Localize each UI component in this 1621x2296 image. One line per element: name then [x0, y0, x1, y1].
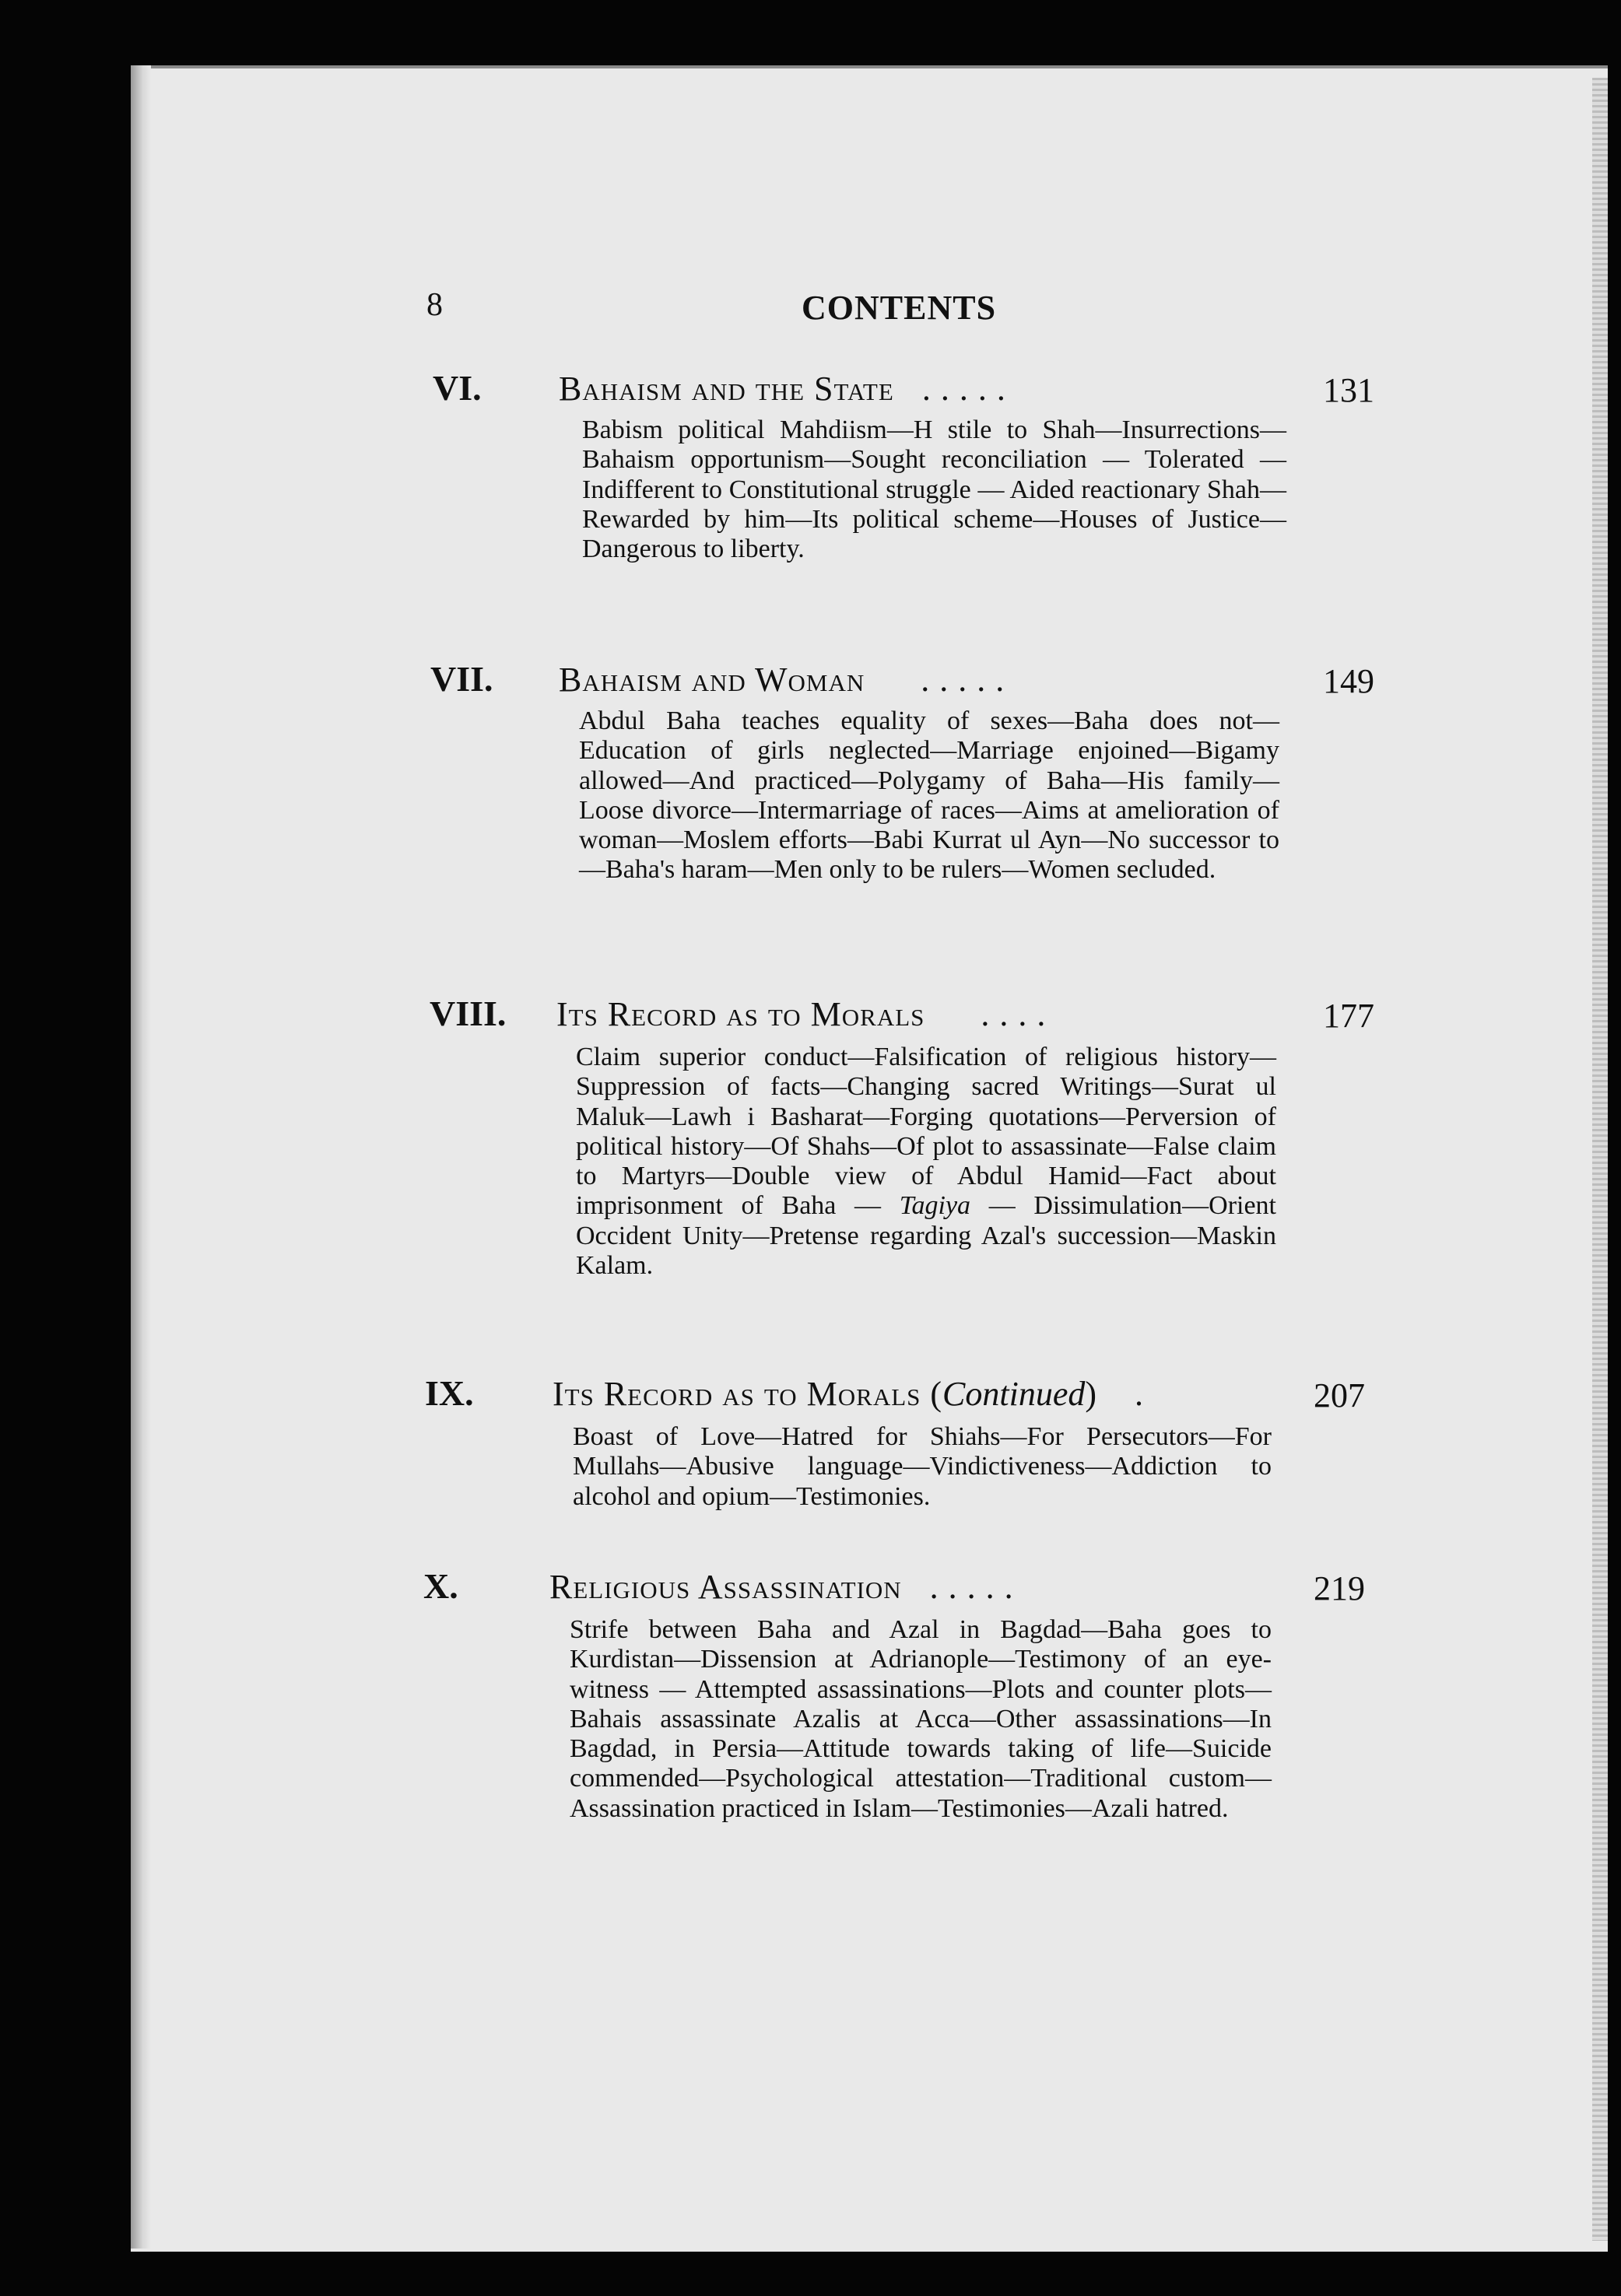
- chapter-numeral: IX.: [425, 1373, 474, 1413]
- dot-leaders: . . . . .: [929, 1568, 1014, 1606]
- italic-term: Tagiya: [899, 1191, 971, 1221]
- dot-leaders: . . . . .: [921, 661, 1005, 699]
- chapter-title: Its Record as to Morals (Continued) .: [553, 1375, 1145, 1413]
- page-fore-edge: [1592, 78, 1608, 2241]
- dot-leaders: . . . .: [981, 995, 1047, 1033]
- chapter-summary: Strife between Baha and Azal in Bagdad—Baha goes to Kurdistan—Dissension at Adrianople—Testimony of an eye-witness — Attempted assassinations—Plots and counter plots—Bahais assassinate Azalis at Acca—Other assassinations—In Bagdad, in Persia—Attitude towards taking of life—Suicide commended—Psychological attestation—Traditional custom—Assassination practiced in Islam—Testimonies—Azali hatred.: [570, 1615, 1272, 1823]
- chapter-summary: Abdul Baha teaches equality of sexes—Baha does not—Education of girls neglected—Marriage enjoined—Bigamy allowed—And practiced—Polygamy of Baha—His family—Loose divorce—Intermarriage of races—Aims at amelioration of woman—Moslem efforts—Babi Kurrat ul Ayn—No successor to—Baha's haram—Men only to be rulers—Women secluded.: [579, 706, 1279, 885]
- chapter-title: Its Record as to Morals . . . .: [556, 995, 1047, 1033]
- chapter-title: Bahaism and the State . . . . .: [559, 370, 1006, 408]
- page-gutter-shadow: [131, 65, 151, 2249]
- chapter-numeral: VI.: [433, 368, 482, 408]
- chapter-summary: Boast of Love—Hatred for Shiahs—For Persecutors—For Mullahs—Abusive language—Vindictiveness—Addiction to alcohol and opium—Testimonies.: [573, 1422, 1272, 1511]
- dot-leaders: . . . . .: [921, 370, 1006, 408]
- dot-leaders: .: [1135, 1375, 1145, 1413]
- chapter-page-number: 207: [1314, 1376, 1365, 1414]
- chapter-title: Religious Assassination . . . . .: [549, 1568, 1014, 1606]
- chapter-numeral: VII.: [430, 659, 493, 699]
- chapter-numeral: X.: [423, 1566, 458, 1606]
- chapter-page-number: 219: [1314, 1569, 1365, 1607]
- chapter-page-number: 131: [1323, 371, 1374, 409]
- chapter-summary: Claim superior conduct—Falsification of religious history—Suppression of facts—Changing sacred Writings—Surat ul Maluk—Lawh i Basharat—Forging quotations—Perversion of political history—Of Shahs—Of plot to assassinate—False claim to Martyrs—Double view of Abdul Hamid—Fact about imprisonment of Baha — Tagiya — Dissimulation—Orient Occident Unity—Pretense regarding Azal's succession—Maskin Kalam.: [576, 1043, 1276, 1281]
- chapter-page-number: 149: [1323, 662, 1374, 700]
- chapter-title: Bahaism and Woman . . . . .: [559, 661, 1005, 699]
- chapter-summary: Babism political Mahdiism—H stile to Shah—Insurrections—Bahaism opportunism—Sought reconciliation — Tolerated — Indifferent to Constitutional struggle — Aided reactionary Shah—Rewarded by him—Its political scheme—Houses of Justice—Dangerous to liberty.: [582, 415, 1286, 564]
- chapter-page-number: 177: [1323, 997, 1374, 1035]
- chapter-numeral: VIII.: [430, 994, 507, 1033]
- page-number: 8: [426, 287, 443, 323]
- running-title: CONTENTS: [802, 289, 997, 327]
